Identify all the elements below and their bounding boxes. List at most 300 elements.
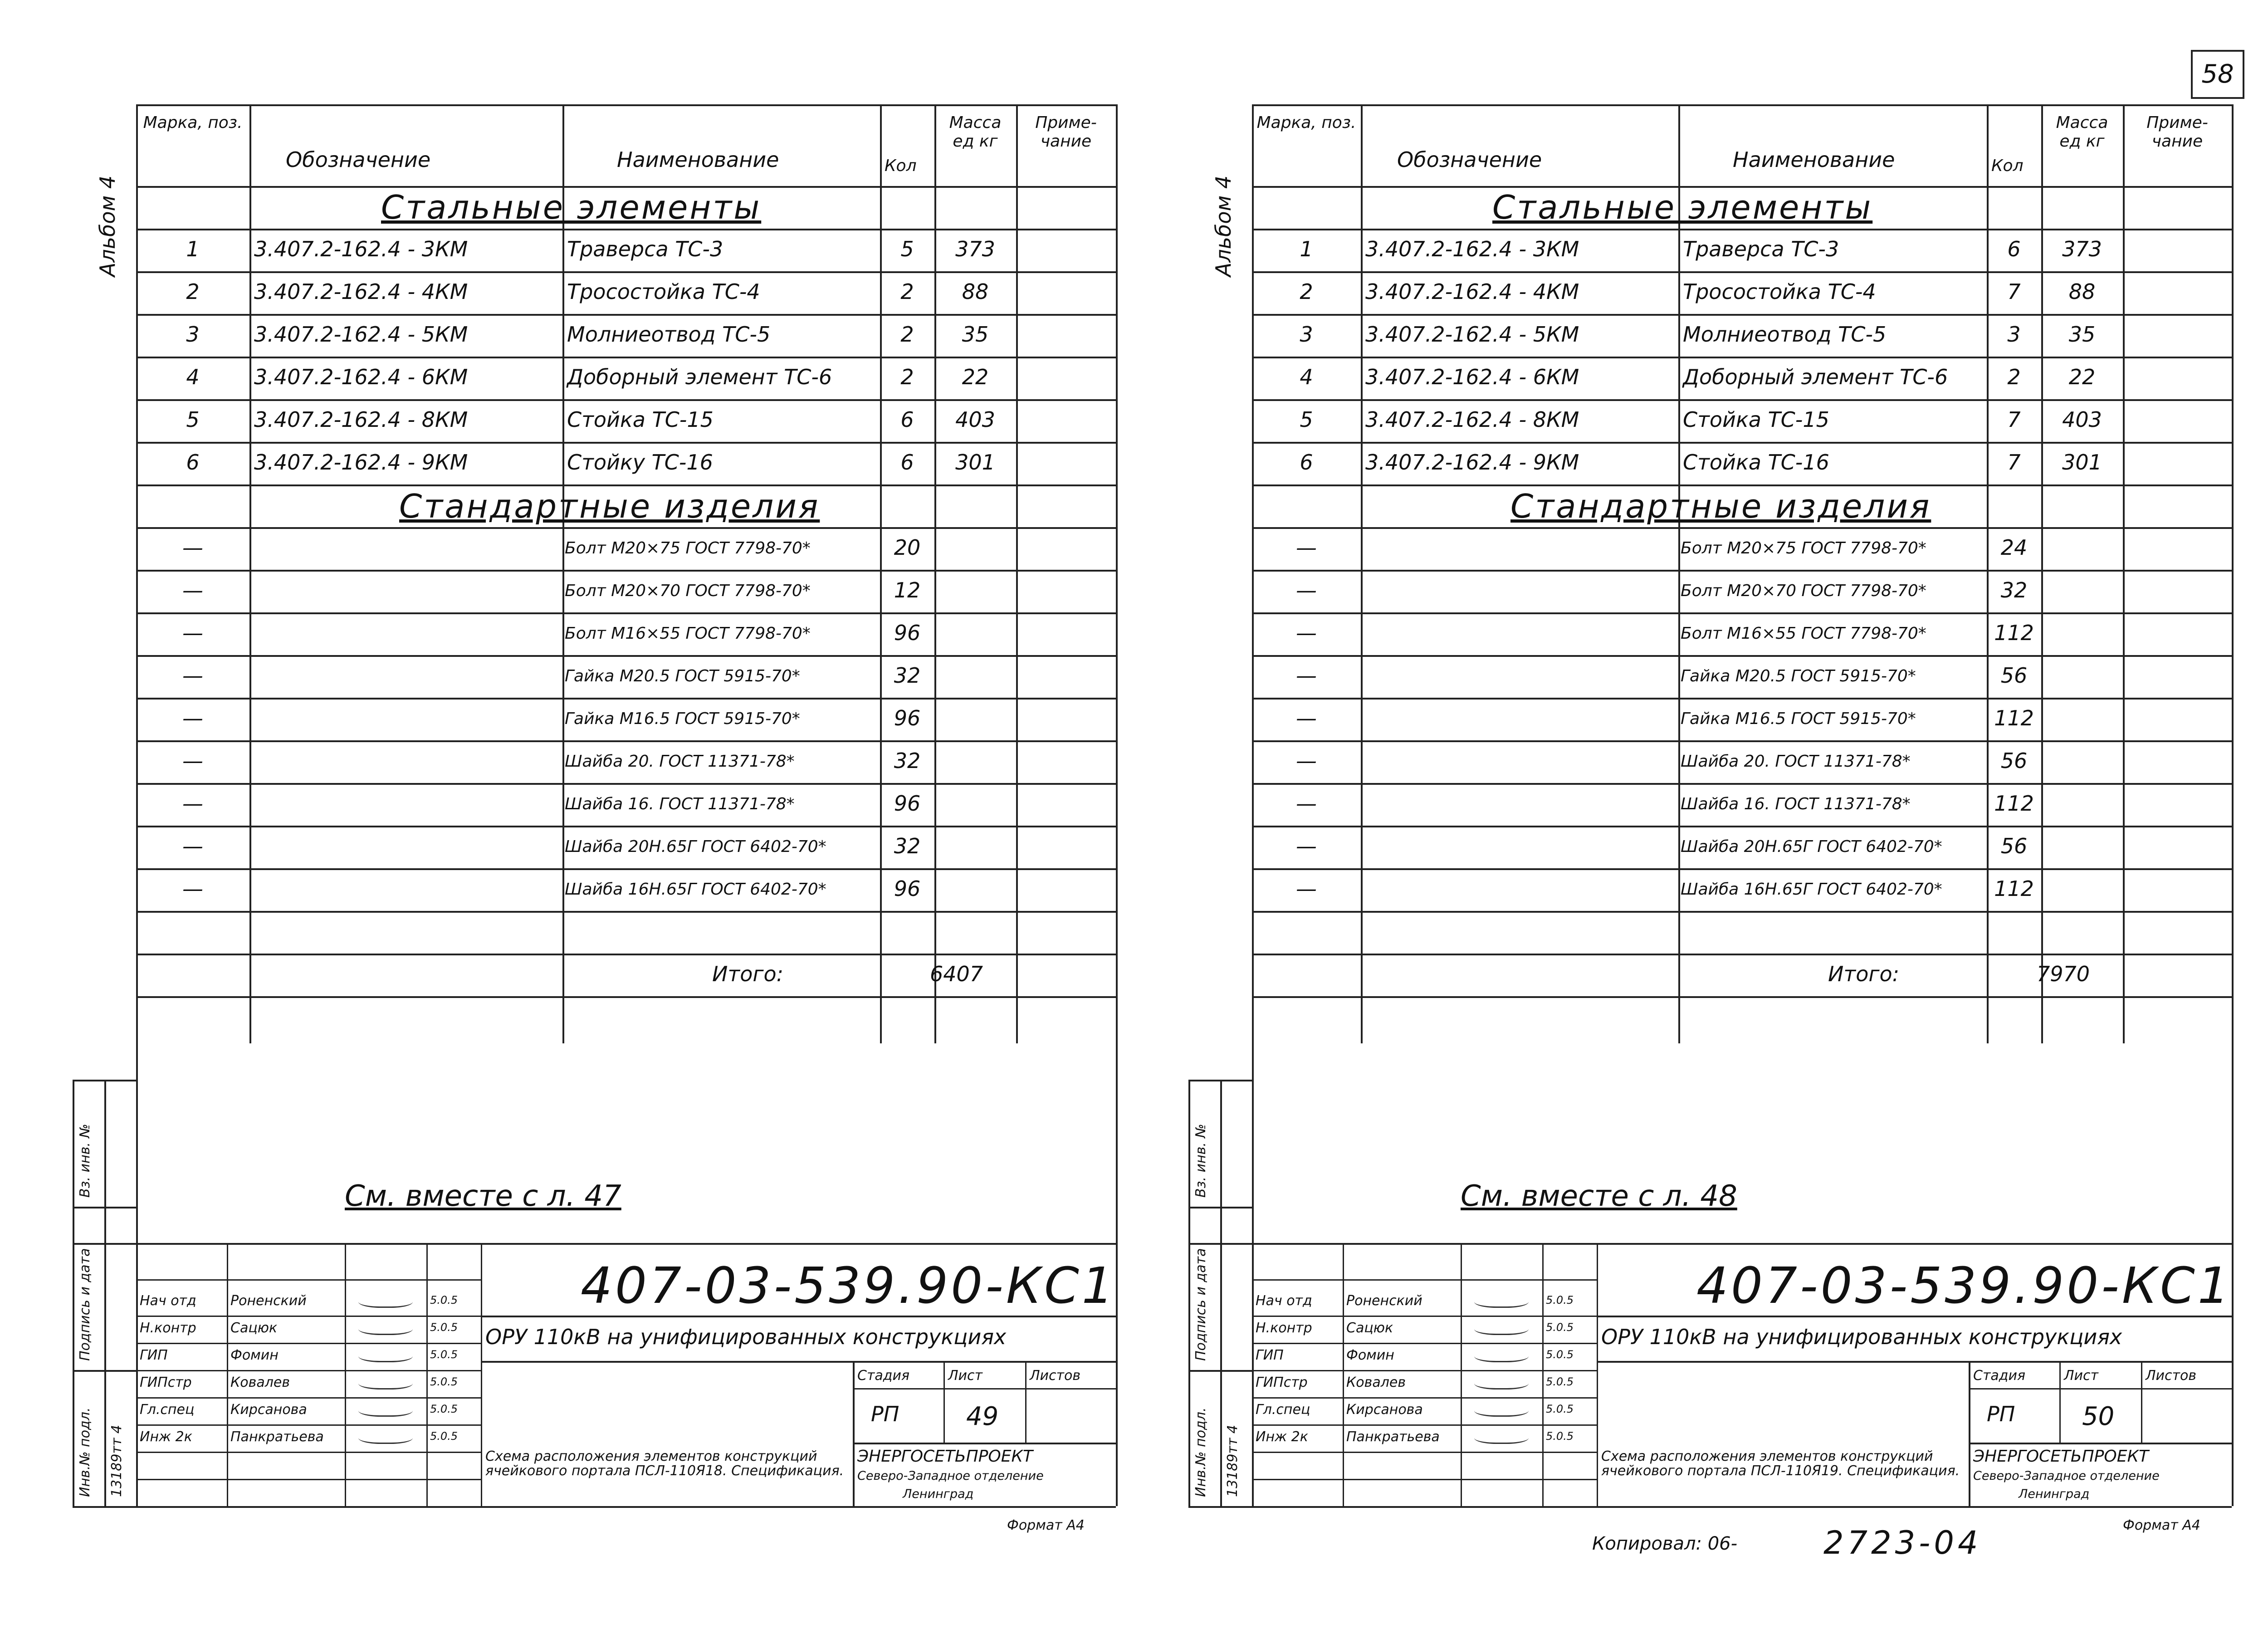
total-value: 7970 <box>2037 962 2090 986</box>
side-inv-label: Инв.№ подл. <box>77 1407 93 1497</box>
signature-mark <box>358 1429 413 1444</box>
steel-pos: 4 <box>186 365 200 389</box>
steel-name: Стойку ТС-16 <box>567 450 713 475</box>
std-qty: 56 <box>2000 834 2028 858</box>
steel-pos: 5 <box>1300 407 1313 432</box>
row-line <box>1252 868 2232 870</box>
steel-mass: 403 <box>955 407 995 432</box>
std-qty: 112 <box>1994 621 2034 645</box>
std-qty: 32 <box>894 834 921 858</box>
total-label: Итого: <box>712 962 784 986</box>
steel-mass: 22 <box>2068 365 2096 389</box>
header-mark: Марка, поз. <box>143 113 243 132</box>
steel-qty: 5 <box>900 237 914 261</box>
frame-top-line <box>136 104 1116 106</box>
title-col-line <box>1597 1243 1598 1506</box>
title-row-line <box>136 1479 481 1480</box>
stage-col-line <box>943 1361 945 1443</box>
side-strip-line <box>104 1080 106 1506</box>
column-line <box>2123 104 2125 1043</box>
signer-name: Ковалев <box>230 1375 290 1390</box>
signer-role: ГИПстр <box>1256 1375 1308 1390</box>
std-qty: 32 <box>894 749 921 773</box>
title-col-line <box>426 1243 428 1506</box>
row-line <box>1252 570 2232 572</box>
std-pos: — <box>182 621 203 645</box>
row-line <box>1252 271 2232 273</box>
stage-label: Стадия <box>1973 1368 2026 1384</box>
signer-name: Ковалев <box>1346 1375 1406 1390</box>
title-row-line <box>136 1316 481 1317</box>
row-line <box>1252 655 2232 657</box>
std-name: Шайба 20. ГОСТ 11371-78* <box>1681 752 1911 771</box>
steel-name: Молниеотвод ТС-5 <box>567 322 771 347</box>
org-name: ЭНЕРГОСЕТЬПРОЕКТ <box>1973 1447 2149 1466</box>
title-description: Схема расположения элементов конструкций ячейкового портала ПСЛ-110Я18. Спецификация. <box>485 1448 844 1479</box>
column-line <box>1361 104 1363 1043</box>
std-name: Болт М20×70 ГОСТ 7798-70* <box>565 582 811 600</box>
column-line <box>249 104 251 1043</box>
stage-col-line <box>2141 1361 2142 1443</box>
sheet-label: Лист <box>948 1368 983 1384</box>
std-pos: — <box>1296 876 1317 901</box>
steel-designation: 3.407.2-162.4 - 9КМ <box>1365 450 1579 475</box>
std-pos: — <box>182 663 203 688</box>
stage-row-line <box>853 1443 1116 1444</box>
steel-qty: 6 <box>900 407 914 432</box>
side-inv-number: 13189тт 4 <box>109 1424 125 1497</box>
header-line <box>136 186 1116 188</box>
steel-pos: 3 <box>1300 322 1313 347</box>
std-qty: 20 <box>894 535 921 560</box>
page-number: 58 <box>2191 50 2244 99</box>
header-mass: Масса ед кг <box>2056 113 2108 151</box>
org-name: ЭНЕРГОСЕТЬПРОЕКТ <box>857 1447 1033 1466</box>
title-row-line <box>136 1279 481 1281</box>
column-line <box>1016 104 1018 1043</box>
steel-name: Траверса ТС-3 <box>1683 237 1839 261</box>
steel-pos: 2 <box>186 279 200 304</box>
steel-designation: 3.407.2-162.4 - 8КМ <box>1365 407 1579 432</box>
row-line <box>136 911 1116 913</box>
steel-pos: 5 <box>186 407 200 432</box>
stage-col-line <box>1969 1361 1970 1506</box>
row-line <box>1252 484 2232 486</box>
row-line <box>136 570 1116 572</box>
row-line <box>1252 698 2232 700</box>
sheet-number: 50 <box>2082 1402 2115 1431</box>
project-line <box>481 1361 1116 1363</box>
std-name: Болт М16×55 ГОСТ 7798-70* <box>565 624 811 643</box>
std-name: Болт М16×55 ГОСТ 7798-70* <box>1681 624 1926 643</box>
row-line <box>1252 996 2232 998</box>
title-row-line <box>1252 1452 1597 1453</box>
title-row-line <box>1252 1370 1597 1371</box>
steel-qty: 2 <box>900 279 914 304</box>
steel-designation: 3.407.2-162.4 - 9КМ <box>254 450 468 475</box>
header-designation: Обозначение <box>1397 147 1542 172</box>
see-with-note: См. вместе с л. 47 <box>345 1179 621 1213</box>
copy-number: 2723-04 <box>1823 1524 1982 1561</box>
signature-mark <box>1474 1402 1529 1417</box>
signature-mark <box>358 1293 413 1308</box>
std-pos: — <box>1296 706 1317 730</box>
row-line <box>1252 229 2232 230</box>
steel-name: Доборный элемент ТС-6 <box>1683 365 1948 389</box>
project-line <box>1597 1361 2232 1363</box>
document-code: 407-03-539.90-КС1 <box>581 1257 1116 1315</box>
row-line <box>1252 527 2232 529</box>
frame-bottom-line <box>1188 1506 2232 1508</box>
row-line <box>1252 740 2232 742</box>
std-name: Шайба 20Н.65Г ГОСТ 6402-70* <box>1681 837 1942 856</box>
org-branch: Северо-Западное отделение <box>1973 1469 2160 1483</box>
title-row-line <box>136 1452 481 1453</box>
std-qty: 24 <box>2000 535 2028 560</box>
std-qty: 112 <box>1994 791 2034 816</box>
row-line <box>1252 783 2232 785</box>
steel-designation: 3.407.2-162.4 - 5КМ <box>254 322 468 347</box>
steel-name: Тросостойка ТС-4 <box>567 279 760 304</box>
row-line <box>136 826 1116 827</box>
signer-role: ГИПстр <box>140 1375 192 1390</box>
row-line <box>1252 442 2232 444</box>
title-row-line <box>1252 1279 1597 1281</box>
document-code: 407-03-539.90-КС1 <box>1696 1257 2232 1315</box>
section-steel-title: Стальные элементы <box>1492 188 1873 226</box>
signature-mark <box>358 1347 413 1362</box>
title-row-line <box>136 1397 481 1399</box>
steel-designation: 3.407.2-162.4 - 4КМ <box>254 279 468 304</box>
std-pos: — <box>1296 621 1317 645</box>
side-strip-line <box>73 1080 74 1506</box>
std-pos: — <box>182 578 203 602</box>
row-line <box>136 996 1116 998</box>
column-line <box>562 104 564 1043</box>
steel-designation: 3.407.2-162.4 - 4КМ <box>1365 279 1579 304</box>
row-line <box>136 271 1116 273</box>
row-line <box>136 954 1116 955</box>
header-qty: Кол <box>885 157 917 175</box>
std-qty: 96 <box>894 791 921 816</box>
side-strip-divider <box>73 1370 136 1372</box>
signer-name: Кирсанова <box>1346 1402 1423 1418</box>
std-qty: 12 <box>894 578 921 602</box>
std-qty: 56 <box>2000 663 2028 688</box>
signature-mark <box>1474 1375 1529 1389</box>
std-qty: 96 <box>894 621 921 645</box>
title-col-line <box>1542 1243 1544 1506</box>
row-line <box>1252 954 2232 955</box>
sheet-number: 49 <box>966 1402 999 1431</box>
steel-mass: 88 <box>2068 279 2096 304</box>
project-title: ОРУ 110кВ на унифицированных конструкциях <box>485 1325 1007 1349</box>
signature-mark <box>358 1375 413 1389</box>
steel-designation: 3.407.2-162.4 - 6КМ <box>1365 365 1579 389</box>
steel-mass: 373 <box>955 237 995 261</box>
steel-mass: 403 <box>2062 407 2102 432</box>
std-qty: 96 <box>894 706 921 730</box>
steel-qty: 2 <box>2007 365 2021 389</box>
stage-row-line <box>1969 1388 2232 1389</box>
steel-name: Траверса ТС-3 <box>567 237 723 261</box>
title-col-line <box>227 1243 228 1506</box>
row-line <box>136 484 1116 486</box>
steel-qty: 7 <box>2007 450 2021 475</box>
signer-date: 5.0.5 <box>430 1403 458 1415</box>
std-name: Гайка М20.5 ГОСТ 5915-70* <box>1681 667 1916 685</box>
total-value: 6407 <box>930 962 983 986</box>
row-line <box>136 868 1116 870</box>
signer-name: Панкратьева <box>230 1429 324 1445</box>
signer-date: 5.0.5 <box>1546 1375 1574 1388</box>
title-row-line <box>1252 1316 1597 1317</box>
sheets-label: Листов <box>1030 1368 1081 1384</box>
sheets-label: Листов <box>2146 1368 2197 1384</box>
header-mark: Марка, поз. <box>1256 113 1356 132</box>
steel-qty: 7 <box>2007 407 2021 432</box>
header-name: Наименование <box>617 147 779 172</box>
stage-col-line <box>1025 1361 1026 1443</box>
row-line <box>1252 612 2232 614</box>
signer-name: Сацюк <box>1346 1320 1393 1336</box>
row-line <box>1252 911 2232 913</box>
signature-mark <box>358 1402 413 1417</box>
steel-pos: 6 <box>186 450 200 475</box>
signer-date: 5.0.5 <box>1546 1403 1574 1415</box>
signer-date: 5.0.5 <box>430 1294 458 1306</box>
stage-label: Стадия <box>857 1368 910 1384</box>
signature-mark <box>1474 1429 1529 1444</box>
std-pos: — <box>1296 749 1317 773</box>
side-vz-label: Вз. инв. № <box>77 1124 93 1198</box>
signer-date: 5.0.5 <box>430 1348 458 1361</box>
std-qty: 96 <box>894 876 921 901</box>
side-vz-label: Вз. инв. № <box>1193 1124 1209 1198</box>
format-label: Формат А4 <box>2123 1517 2200 1533</box>
std-pos: — <box>182 706 203 730</box>
stage-col-line <box>853 1361 855 1506</box>
signer-date: 5.0.5 <box>1546 1430 1574 1443</box>
steel-pos: 6 <box>1300 450 1313 475</box>
code-line <box>481 1316 1116 1317</box>
signature-mark <box>1474 1293 1529 1308</box>
header-mass: Масса ед кг <box>949 113 1002 151</box>
side-strip-divider <box>73 1207 136 1208</box>
steel-pos: 2 <box>1300 279 1313 304</box>
title-row-line <box>136 1424 481 1426</box>
row-line <box>136 399 1116 401</box>
side-inv-number: 13189тт 4 <box>1225 1424 1241 1497</box>
row-line <box>136 698 1116 700</box>
header-name: Наименование <box>1733 147 1895 172</box>
title-block-top <box>1188 1243 2232 1245</box>
row-line <box>1252 826 2232 827</box>
steel-pos: 1 <box>1300 237 1313 261</box>
row-line <box>1252 357 2232 358</box>
title-col-line <box>345 1243 346 1506</box>
row-line <box>136 783 1116 785</box>
std-name: Шайба 16. ГОСТ 11371-78* <box>565 795 795 813</box>
std-qty: 112 <box>1994 876 2034 901</box>
steel-mass: 373 <box>2062 237 2102 261</box>
frame-top-line <box>1252 104 2232 106</box>
title-col-line <box>1343 1243 1344 1506</box>
std-name: Шайба 16Н.65Г ГОСТ 6402-70* <box>565 880 826 899</box>
std-name: Гайка М16.5 ГОСТ 5915-70* <box>1681 709 1916 728</box>
steel-mass: 35 <box>962 322 989 347</box>
steel-name: Стойка ТС-15 <box>567 407 714 432</box>
std-pos: — <box>182 876 203 901</box>
title-row-line <box>1252 1479 1597 1480</box>
signer-name: Панкратьева <box>1346 1429 1440 1445</box>
stage-value: РП <box>1987 1402 2015 1426</box>
side-sign-label: Подпись и дата <box>1193 1248 1209 1361</box>
org-branch: Северо-Западное отделение <box>857 1469 1044 1483</box>
std-pos: — <box>1296 663 1317 688</box>
signer-name: Роненский <box>230 1293 307 1309</box>
steel-qty: 6 <box>900 450 914 475</box>
std-pos: — <box>1296 578 1317 602</box>
format-label: Формат А4 <box>1007 1517 1085 1533</box>
title-row-line <box>1252 1397 1597 1399</box>
signature-mark <box>1474 1320 1529 1335</box>
std-pos: — <box>1296 791 1317 816</box>
album-label: Альбом 4 <box>1211 175 1236 277</box>
org-city: Ленинград <box>903 1487 974 1501</box>
steel-designation: 3.407.2-162.4 - 8КМ <box>254 407 468 432</box>
album-label: Альбом 4 <box>95 175 120 277</box>
steel-name: Стойка ТС-16 <box>1683 450 1829 475</box>
steel-mass: 88 <box>962 279 989 304</box>
header-note: Приме-чание <box>1035 113 1097 151</box>
std-pos: — <box>182 834 203 858</box>
signer-role: Н.контр <box>140 1320 196 1336</box>
copy-note: Копировал: 06- <box>1592 1533 1738 1554</box>
row-line <box>136 357 1116 358</box>
std-qty: 56 <box>2000 749 2028 773</box>
signer-date: 5.0.5 <box>1546 1294 1574 1306</box>
title-col-line <box>1461 1243 1462 1506</box>
std-pos: — <box>1296 535 1317 560</box>
signer-date: 5.0.5 <box>430 1321 458 1334</box>
std-name: Шайба 20Н.65Г ГОСТ 6402-70* <box>565 837 826 856</box>
steel-designation: 3.407.2-162.4 - 3КМ <box>1365 237 1579 261</box>
std-name: Гайка М16.5 ГОСТ 5915-70* <box>565 709 800 728</box>
row-line <box>1252 399 2232 401</box>
std-pos: — <box>182 535 203 560</box>
header-line <box>1252 186 2232 188</box>
stage-row-line <box>853 1388 1116 1389</box>
steel-qty: 2 <box>900 322 914 347</box>
signer-name: Фомин <box>1346 1347 1394 1363</box>
title-block-top <box>73 1243 1116 1245</box>
row-line <box>136 655 1116 657</box>
std-pos: — <box>1296 834 1317 858</box>
stage-value: РП <box>871 1402 899 1426</box>
header-note: Приме-чание <box>2146 113 2208 151</box>
steel-name: Доборный элемент ТС-6 <box>567 365 832 389</box>
std-name: Гайка М20.5 ГОСТ 5915-70* <box>565 667 800 685</box>
header-designation: Обозначение <box>286 147 431 172</box>
steel-designation: 3.407.2-162.4 - 5КМ <box>1365 322 1579 347</box>
title-col-line <box>481 1243 482 1506</box>
side-sign-label: Подпись и дата <box>77 1248 93 1361</box>
total-label: Итого: <box>1828 962 1900 986</box>
std-qty: 32 <box>2000 578 2028 602</box>
steel-qty: 3 <box>2007 322 2021 347</box>
column-line <box>1678 104 1680 1043</box>
frame-bottom-line <box>73 1506 1116 1508</box>
row-line <box>136 612 1116 614</box>
steel-designation: 3.407.2-162.4 - 3КМ <box>254 237 468 261</box>
steel-pos: 1 <box>186 237 200 261</box>
stage-col-line <box>2059 1361 2061 1443</box>
steel-designation: 3.407.2-162.4 - 6КМ <box>254 365 468 389</box>
title-row-line <box>1252 1424 1597 1426</box>
steel-mass: 35 <box>2068 322 2096 347</box>
std-name: Болт М20×75 ГОСТ 7798-70* <box>565 539 811 558</box>
code-line <box>1597 1316 2232 1317</box>
header-qty: Кол <box>1991 157 2024 175</box>
side-strip-divider <box>1188 1207 1252 1208</box>
signer-name: Фомин <box>230 1347 279 1363</box>
signer-role: Н.контр <box>1256 1320 1312 1336</box>
signer-name: Сацюк <box>230 1320 278 1336</box>
sheet-label: Лист <box>2064 1368 2099 1384</box>
see-with-note: См. вместе с л. 48 <box>1461 1179 1737 1213</box>
side-strip-divider <box>1188 1370 1252 1372</box>
steel-mass: 22 <box>962 365 989 389</box>
signer-role: Нач отд <box>140 1293 196 1309</box>
steel-name: Стойка ТС-15 <box>1683 407 1829 432</box>
steel-qty: 6 <box>2007 237 2021 261</box>
section-std-title: Стандартные изделия <box>1510 487 1931 525</box>
title-description: Схема расположения элементов конструкций ячейкового портала ПСЛ-110Я19. Спецификация. <box>1601 1448 1960 1479</box>
section-steel-title: Стальные элементы <box>381 188 762 226</box>
title-row-line <box>136 1343 481 1344</box>
title-row-line <box>1252 1343 1597 1344</box>
row-line <box>136 314 1116 316</box>
std-name: Шайба 16. ГОСТ 11371-78* <box>1681 795 1911 813</box>
signer-date: 5.0.5 <box>430 1375 458 1388</box>
signer-role: Нач отд <box>1256 1293 1312 1309</box>
stage-row-line <box>1969 1443 2232 1444</box>
row-line <box>136 527 1116 529</box>
signer-role: ГИП <box>140 1347 168 1363</box>
signer-name: Кирсанова <box>230 1402 307 1418</box>
signer-date: 5.0.5 <box>1546 1348 1574 1361</box>
signature-mark <box>358 1320 413 1335</box>
steel-pos: 4 <box>1300 365 1313 389</box>
std-qty: 112 <box>1994 706 2034 730</box>
signature-mark <box>1474 1347 1529 1362</box>
signer-role: ГИП <box>1256 1347 1284 1363</box>
steel-pos: 3 <box>186 322 200 347</box>
side-strip-line <box>1188 1080 1190 1506</box>
steel-name: Тросостойка ТС-4 <box>1683 279 1876 304</box>
steel-name: Молниеотвод ТС-5 <box>1683 322 1887 347</box>
title-row-line <box>136 1370 481 1371</box>
section-std-title: Стандартные изделия <box>399 487 820 525</box>
steel-qty: 2 <box>900 365 914 389</box>
signer-date: 5.0.5 <box>1546 1321 1574 1334</box>
steel-qty: 7 <box>2007 279 2021 304</box>
std-name: Шайба 16Н.65Г ГОСТ 6402-70* <box>1681 880 1942 899</box>
org-city: Ленинград <box>2019 1487 2090 1501</box>
std-name: Болт М20×75 ГОСТ 7798-70* <box>1681 539 1926 558</box>
row-line <box>136 442 1116 444</box>
